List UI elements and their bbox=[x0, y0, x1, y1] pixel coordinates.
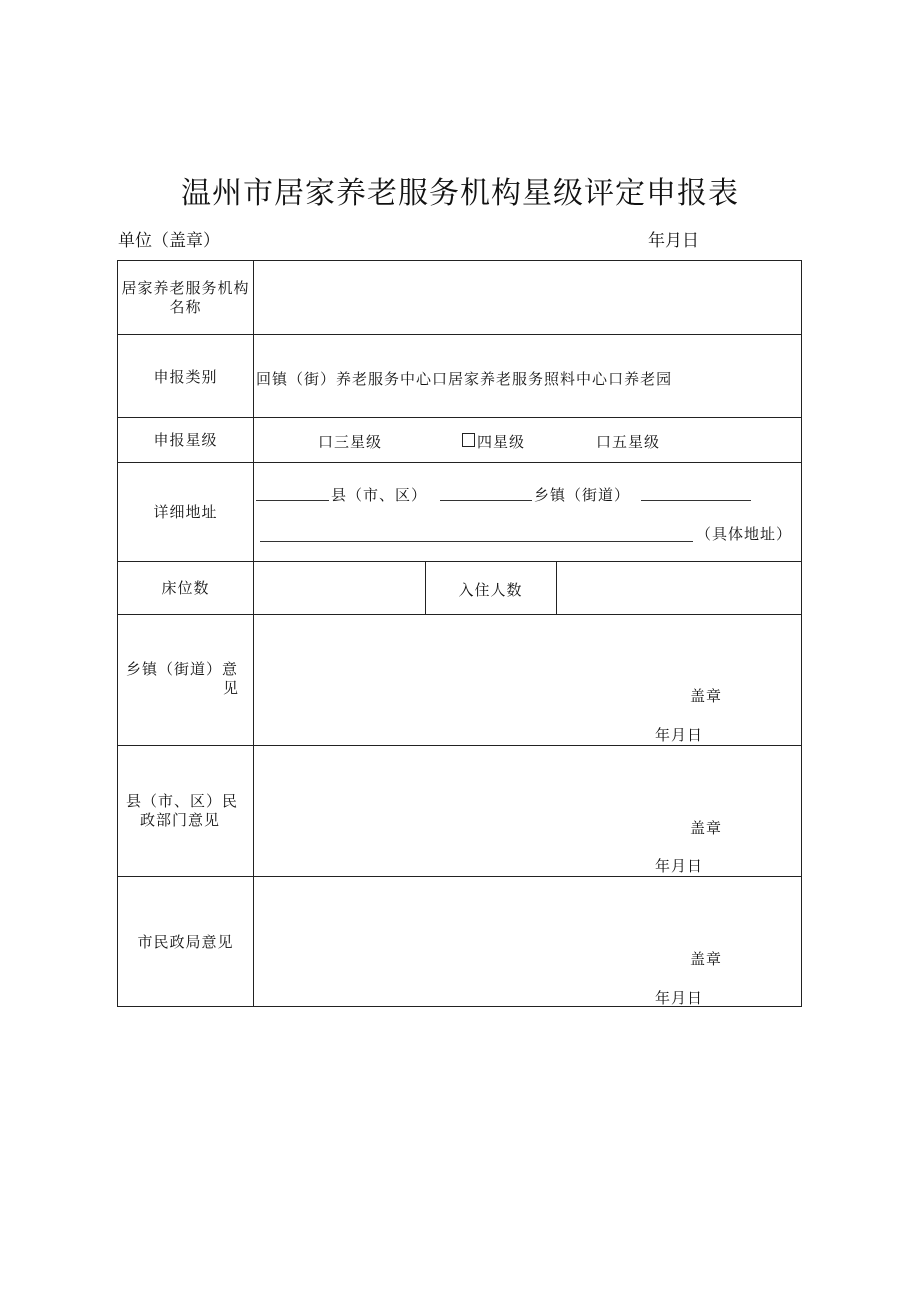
star-option-3 bbox=[318, 431, 382, 452]
beds-label: 床位数 bbox=[161, 579, 210, 597]
page-title: 温州市居家养老服务机构星级评定申报表 bbox=[181, 176, 739, 211]
header-date-label: 年月日 bbox=[648, 231, 699, 251]
specific-address-text: （具体地址） bbox=[696, 525, 793, 543]
county-opinion-label bbox=[126, 792, 251, 830]
category-option-town-checkbox[interactable]: 回 bbox=[256, 370, 273, 388]
category-option-garden: 养老园 bbox=[624, 370, 673, 388]
star-5-label: 五星级 bbox=[612, 433, 661, 451]
star-5-checkbox[interactable]: 口 bbox=[596, 433, 613, 451]
residents-column-divider bbox=[556, 561, 557, 614]
category-options bbox=[256, 368, 672, 389]
row-divider bbox=[118, 614, 801, 615]
row-divider bbox=[118, 462, 801, 463]
star-4-checkbox[interactable] bbox=[462, 433, 475, 447]
town-opinion-label bbox=[126, 660, 251, 698]
county-opinion-date: 年月日 bbox=[655, 857, 704, 875]
specific-address-blank[interactable] bbox=[260, 541, 693, 542]
row-divider bbox=[118, 876, 801, 877]
star-level-label: 申报星级 bbox=[153, 431, 218, 449]
row-divider bbox=[118, 334, 801, 335]
city-opinion-label: 市民政局意见 bbox=[137, 933, 234, 951]
unit-seal-label: 单位（盖章） bbox=[118, 231, 220, 251]
category-option-garden-checkbox[interactable]: 口 bbox=[608, 370, 625, 388]
county-opinion-label-line2: 政部门意见 bbox=[140, 811, 221, 829]
star-option-4 bbox=[462, 431, 525, 452]
city-opinion-seal: 盖章 bbox=[690, 950, 723, 968]
county-opinion-seal: 盖章 bbox=[690, 819, 723, 837]
star-option-5 bbox=[596, 431, 660, 452]
town-opinion-date: 年月日 bbox=[655, 726, 704, 744]
town-blank[interactable] bbox=[440, 500, 532, 501]
city-opinion-date: 年月日 bbox=[655, 989, 704, 1007]
org-name-label: 居家养老服务机构名称 bbox=[121, 279, 250, 316]
residents-label: 入住人数 bbox=[458, 581, 523, 599]
town-opinion-label-line1: 乡镇（街道）意 bbox=[126, 660, 239, 678]
county-opinion-label-line1: 县（市、区）民 bbox=[126, 792, 239, 810]
star-4-label: 四星级 bbox=[477, 433, 526, 451]
label-column-divider bbox=[253, 261, 254, 1007]
county-blank[interactable] bbox=[256, 500, 329, 501]
category-label: 申报类别 bbox=[153, 368, 218, 386]
row-divider bbox=[118, 561, 801, 562]
org-name-field[interactable] bbox=[258, 281, 798, 321]
town-extra-blank[interactable] bbox=[641, 500, 751, 501]
address-label: 详细地址 bbox=[153, 503, 218, 521]
county-text: 县（市、区） bbox=[331, 486, 428, 504]
row-divider bbox=[118, 417, 801, 418]
row-divider bbox=[118, 745, 801, 746]
town-opinion-label-line2: 见 bbox=[222, 679, 239, 697]
category-option-home-care: 居家养老服务照料中心 bbox=[448, 370, 609, 388]
star-3-checkbox[interactable]: 口 bbox=[318, 433, 335, 451]
town-text: 乡镇（街道） bbox=[534, 486, 631, 504]
star-3-label: 三星级 bbox=[334, 433, 383, 451]
category-option-town: 镇（街）养老服务中心 bbox=[272, 370, 433, 388]
application-form-table bbox=[117, 260, 802, 1007]
category-option-home-care-checkbox[interactable]: 口 bbox=[432, 370, 449, 388]
town-opinion-seal: 盖章 bbox=[690, 687, 723, 705]
